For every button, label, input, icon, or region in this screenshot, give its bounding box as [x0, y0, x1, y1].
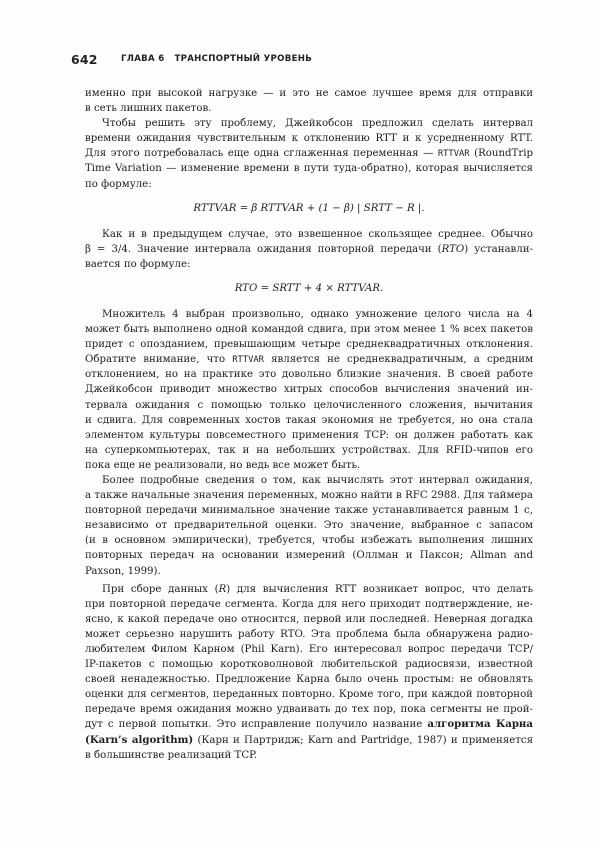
- formula-rttvar: RTTVAR = β RTTVAR + (1 − β) | SRTT − R |.: [193, 202, 425, 214]
- text-line: тервала ожидания с помощью только целочисленного сложения, вычитания: [85, 399, 533, 411]
- paragraph: [85, 307, 533, 473]
- text-line: а также начальные значения переменных, можно найти в RFC 2988. Для таймера: [85, 490, 533, 502]
- italic-term: R: [218, 583, 227, 595]
- text-run: Обратите внимание, что: [85, 354, 233, 366]
- text-line: своей ненадежностью. Предложение Карна было очень простым: не обновлять: [85, 674, 533, 686]
- text-line: Более подробные сведения о том, как вычислять этот интервал ожидания,: [102, 474, 533, 486]
- text-line: Time Variation — изменение времени в пути туда-обратно), которая вычисляется: [85, 163, 533, 175]
- text-run: ) для вычисления RTT возникает вопрос, что делать: [226, 583, 533, 595]
- text-line: повторной передачи минимальное значение также устанавливается равным 1 с,: [85, 505, 533, 517]
- text-line: и сдвига. Для современных хостов такая экономия не требуется, но она стала: [85, 414, 533, 426]
- page-number: 642: [71, 52, 98, 67]
- chapter-title: ТРАНСПОРТНЫЙ УРОВЕНЬ: [174, 54, 313, 64]
- body-text: [85, 86, 533, 763]
- text-line: [85, 242, 533, 257]
- text-line: элементом культуры повсеместного применения TCP: он должен работать как: [85, 429, 533, 441]
- text-line: оценки для сегментов, переданных повторно. Кроме того, при каждой повторной: [85, 689, 533, 701]
- text-line: на суперкомпьютерах, так и на небольших устройствах. Для RFID-чипов его: [85, 444, 533, 456]
- text-line: в сеть лишних пакетов.: [85, 103, 212, 115]
- text-line: при повторной передаче сегмента. Когда для него приходит подтверждение, не-: [85, 598, 533, 610]
- paragraph: [85, 86, 533, 116]
- paragraph: [85, 582, 533, 763]
- text-line: Paxson, 1999).: [85, 565, 161, 577]
- code-term: RTTVAR: [437, 149, 470, 160]
- text-line: придет с опозданием, превышающим четыре среднеквадратичных отклонения.: [85, 339, 533, 351]
- text-line: может серьезно нарушить работу RTO. Эта проблема была обнаружена радио-: [85, 628, 533, 640]
- text-line: Джейкобсон приводит множество хитрых способов вычисления значений ин-: [85, 384, 533, 396]
- text-line: повторных передач на основании измерений (Оллман и Паксон; Allman and: [85, 550, 533, 562]
- text-line: Чтобы решить эту проблему, Джейкобсон предложил сделать интервал: [102, 118, 533, 130]
- text-line: передаче время ожидания можно удваивать до тех пор, пока сегменты не прой-: [85, 704, 533, 716]
- text-line: Как и в предыдущем случае, это взвешенное скользящее среднее. Обычно: [102, 228, 533, 240]
- text-run: При сборе данных (: [102, 583, 219, 595]
- text-run: ) устанавли-: [464, 243, 533, 255]
- italic-term: RTO: [441, 243, 465, 255]
- text-line: может быть выполнено одной командой сдвига, при этом менее 1 % всех пакетов: [85, 324, 533, 336]
- paragraph: [85, 227, 533, 272]
- bold-term: алгоритма Карна: [427, 718, 533, 731]
- text-run: Для этого потребовалась еще одна сглаженная переменная —: [85, 148, 438, 160]
- text-line: по формуле:: [85, 178, 152, 190]
- paragraph: [85, 473, 533, 579]
- code-term: RTTVAR: [232, 355, 264, 366]
- text-line: [85, 352, 533, 367]
- text-line: независимо от предварительной оценки. Это значение, выбранное с запасом: [85, 520, 533, 532]
- text-run: β = 3/4. Значение интервала ожидания повторной передачи (: [85, 243, 442, 255]
- text-line: вается по формуле:: [85, 258, 191, 270]
- text-line: [85, 717, 533, 732]
- text-run: является не среднеквадратичным, а средним: [263, 354, 533, 366]
- running-header: [71, 52, 531, 70]
- text-line: любителем Филом Карном (Phil Karn). Его интересовал вопрос передачи TCP/: [85, 644, 533, 655]
- text-run: (RoundTrip: [469, 148, 533, 160]
- bold-term: (Karn’s algorithm): [85, 733, 194, 746]
- text-line: (и в основном эмпирически), требуется, чтобы избежать выполнения лишних: [85, 535, 533, 547]
- text-line: [85, 146, 533, 161]
- text-line: [85, 733, 533, 748]
- text-run: дут с первой попытки. Это исправление получило название: [85, 719, 428, 731]
- text-line: времени ожидания чувствительным к отклонению RTT и к усредненному RTT.: [85, 133, 533, 145]
- text-line: IP-пакетов с помощью коротковолновой любительской радиосвязи, известной: [85, 659, 533, 671]
- text-line: именно при высокой нагрузке — и это не самое лучшее время для отправки: [85, 88, 533, 99]
- text-line: пока еще не реализовали, но ведь все может быть.: [85, 459, 361, 471]
- formula-rto: RTO = SRTT + 4 × RTTVAR.: [234, 282, 384, 294]
- text-line: Множитель 4 выбран произвольно, однако умножение целого числа на 4: [102, 308, 533, 320]
- chapter-heading: [121, 54, 312, 64]
- text-line: отклонением, но на практике это довольно близкие значения. В своей работе: [85, 369, 533, 381]
- chapter-label: ГЛАВА 6: [121, 54, 165, 64]
- text-line: в большинстве реализаций TCP.: [85, 749, 258, 761]
- text-run: (Карн и Партридж; Karn and Partridge, 1987) и применяется: [193, 734, 533, 746]
- text-line: [85, 582, 533, 597]
- paragraph: [85, 116, 533, 191]
- text-line: ясно, к какой передаче оно относится, первой или последней. Неверная догадка: [85, 613, 533, 625]
